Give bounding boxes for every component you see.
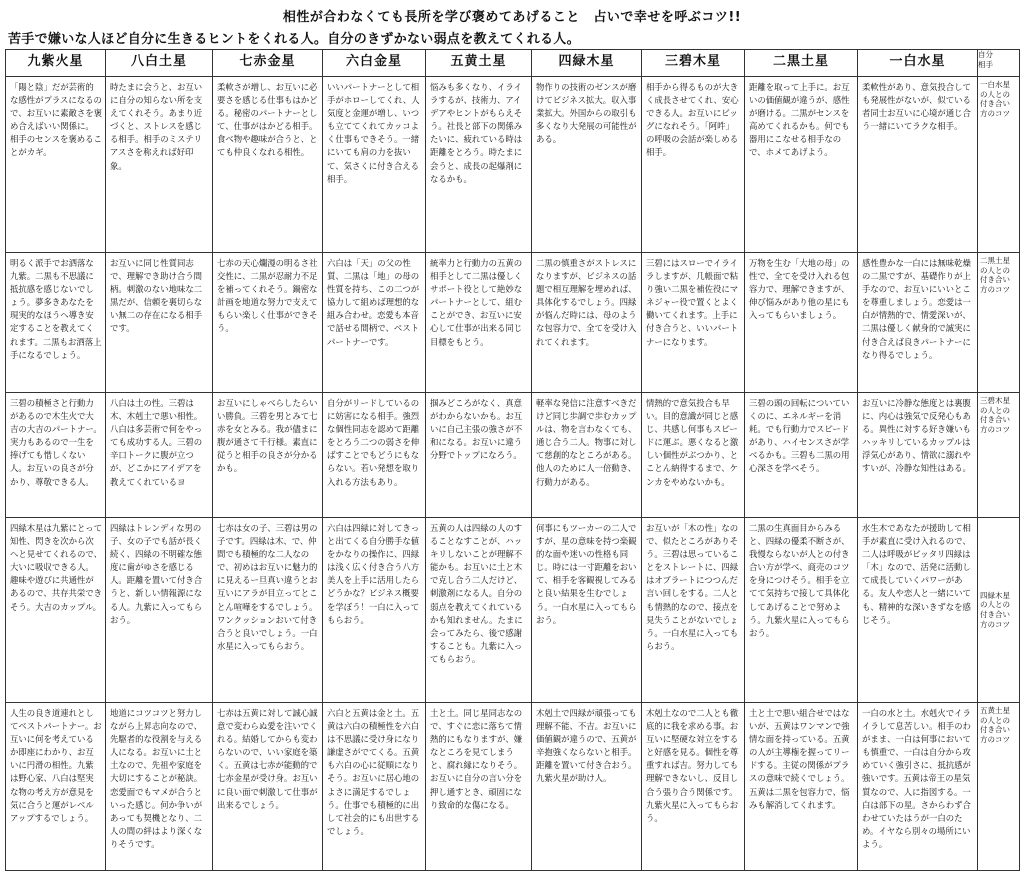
table-cell: 七赤は女の子、三碧は男の子です。四緑は木、で、仲間でも積極的な二人なので、初めはお互いに魅力的に見えるー旦真い違うとお互いにアラが目立ってとことん喧嘩をするでしょう。ワンクッションおいて付き合うと良いでしょう。一白水星に入ってもらおう。 — [217, 523, 318, 651]
table-cell: 七赤の天心爛漫の明るさ社交性に、二黒が忍耐力不足を補ってくれそう。鍋密な計画を地道な努力で支えてもらい楽しく仕事ができそう。 — [217, 258, 318, 334]
table-cell: 二黒の生真面目からみると、四緑の優柔不断さが、我慢ならないが人との付き合い方が学べ、商売のコツを身につけそう。相手を立てて気持ちで接して具体化してあげることで努めよう。九紫火星に入ってもらおう。 — [749, 523, 850, 638]
table-cell: お互いに同じ性質同志で、理解でき助け合う間柄。刺激のない地味な二黒だが、信頼を裏切らない無二の存在になる相手です。 — [110, 258, 203, 334]
header-roppaku: 六白金星 — [323, 50, 426, 77]
table-cell: お互いに冷静な態度とは裏腹に、内心は強気で反発心もある。異性に対する好き嫌いもハッキリしているカップルは浮気心があり、情欲に溺れやすいが、冷静な知性はある。 — [862, 398, 971, 474]
table-cell: 時たまに会うと、お互いに自分の知らない所を支えてくれそう。あまり近づくと、ストレスを感じる相手。相手のミステリアスさを称えれば好印象。 — [110, 82, 203, 171]
table-cell: 柔軟さが増し、お互いに必要さを感じる仕事もはかどる。秘密のパートナーとして、仕事がはかどる相手。食べ物や趣味が合うと、とても仲良くなれる相性。 — [217, 82, 318, 158]
header-happaku: 八白土星 — [106, 50, 213, 77]
page-subtitle: 苦手で嫌いな人ほど自分に生きるヒントをくれる人。自分のきずかない弱点を教えてくれる人。 — [8, 32, 580, 47]
table-cell: 土と土で悪い組合せではないが、五黄はワンマンで強情な面を持っている。五黄の人が主導権を握ってリードする。主従の関係がプラスの意味で続くでしょう。五黄は二黒を包容力で、悩みも解消してくれます。 — [749, 708, 850, 810]
table-row — [6, 518, 1020, 703]
table-cell: 物作りの技術のゼンスが磨けてビジネス拡大。収入事業拡大。外国からの取引も多くなり大発展の可能性がある。 — [536, 82, 637, 145]
table-cell: 木剋土なので二人とも徹底的に我を求める事。お互いに堅硬な対立をすると好感を見る。個性を尊重すれば吉。努力しても理解できないし、反目し合う張り合う関係です。九紫火星に入ってもらおう。 — [646, 708, 739, 823]
table-cell: 土と土。同じ星同志なので、すぐに恋に落ちて情熱的にもなりますが、嫌なところを見てしまうと、腐れ縁になりそう。お互いに自分の言い分を押し通すとき、頑固になり致命的な傷になる。 — [430, 708, 523, 810]
table-cell: いいパートナーとして相手がホローしてくれ、人気度と金運が増し、いつも立ててくれてカッコよく仕事もできそう。一緒にいても肩の力を抜いて、気さくに付き合える相手。 — [327, 82, 420, 184]
table-cell: 相手から得るものが大きく成長させてくれ、安心できる人。お互いにビッグになれそう。「阿吽」の呼吸の会話が楽しめる相手。 — [646, 82, 739, 158]
table-row — [6, 77, 1020, 253]
table-cell: 距離を取って上手に。お互いの価値観が違うが、感性が磨ける。二黒がセンスを高めてくれるかも。何でも器用にこなせる相手なので、ホメてあげよう。 — [749, 82, 850, 158]
row-label: 三碧木星の人との付き合い方のコツ — [980, 396, 1010, 434]
header-jikoku: 二黒土星 — [745, 50, 858, 77]
table-cell: 悩みも多くなり、イライラするが、技術力、アイデアやヒントがもらえそう。社長と部下の関係みたいに、疲れている時は距離をとろう。時たまに会うと、成長の起爆剤になるかも。 — [430, 82, 523, 184]
page-title: 相性が合わなくても長所を学び褒めてあげること 占いで幸せを呼ぶコツ!! — [282, 10, 742, 25]
table-cell: 自分がリードしているのに妨害になる相手。強烈な個性同志を認めて距離をとろう二つの弱さを伸ばすことでもどうにもならない。若い発想を取り入れる方法もあり。 — [327, 398, 420, 487]
table-cell: 掴みどころがなく、真意がわからないかも。お互いに自己主張の強さが不和になる。お互いに違う分野でトップになろう。 — [430, 398, 523, 461]
row-label: 四緑木星の人との付き合い方のコツ — [980, 590, 1010, 629]
compatibility-table — [5, 49, 1020, 871]
table-cell: 三碧の頭の回転についていくのに、エネルギーを消耗。でも行動力でスピードがあり、ハイセンスさが学べるかも。三碧も二黒の用心深さを学べそう。 — [749, 398, 850, 474]
table-cell: 三碧にはスローでイライラしますが、几帳面で粘り強い二黒を補佐役にマネジャー役で置くとよく働いてくれます。上手に付き合うと、いいパートナーになります。 — [646, 258, 739, 347]
table-row — [6, 253, 1020, 393]
table-cell: 七赤は五黄に対して誠心誠意で変わらぬ愛を注いでくれる。結婚してからも変わらないので、いい家庭を築く。五黄は七赤が能動的で七赤金星が受け身。お互いに良い面で刺激して仕事が出来るでしょう。 — [217, 708, 318, 810]
table-cell: 四緑木星は九紫にとって知性、閃きを次から次へと見せてくれるので、大いに吸収できる人。趣味や遊びに共通性があるので、共存共栄できそう。大吉のカップル。 — [10, 523, 102, 612]
table-row — [6, 393, 1020, 518]
table-cell: 統率力と行動力の五黄の相手として二黒は優しくサポート役として絶妙なパートナーとして、組むことができ、お互いに安心して仕事が出来る同じ目標をもとう。 — [430, 258, 523, 347]
header-shiroku: 四緑木星 — [532, 50, 642, 77]
table-row — [6, 703, 1020, 871]
table-cell: 二黒の慎重さがストレスになりますが、ビジネスの話題で相互理解を埋めれば、具体化するでしょう。四緑が悩んだ時には、母のような包容力で、全てを受け入れてくれます。 — [536, 258, 637, 347]
table-cell: 情熱的で意気投合も早い。目的意識が同じと感じ、共感し何事もスピードに運ぶ。悪くなると激しい個性がぶつかり、とことん納得するまで、ケンカをやめないかも。 — [646, 398, 739, 487]
table-cell: 「陽と陰」だが芸術的な感性がプラスになるので、お互いに素敵さを褒め合えばいい関係に。相手のセンスを褒めることがカギ。 — [10, 82, 102, 158]
header-row — [6, 50, 1020, 77]
table-cell: 万物を生む「大地の母」の性で、全てを受け入れる包容力で、理解できますが、伸び悩みがあり他の星にも入ってもらいましょう。 — [749, 258, 850, 321]
header-shichiseki: 七赤金星 — [213, 50, 323, 77]
table-cell: 水生木であなたが援助して相手が素直に受け入れるので、二人は呼吸がピッタリ四緑は「木」なので、活発に活動して成長していくパワーがある。友人や恋人と一緒にいても、精神的な深いきずなを感じそう。 — [862, 523, 971, 625]
table-cell: 人生の良き道連れとしてベストパートナー。お互いに何を考えているか即座にわかり、お互いに円滑の相性。九紫は野心家、八白は堅実な物の考え方が意見を気に合うと運がレベルアップするでしょう。 — [10, 708, 102, 823]
header-sanpeki: 三碧木星 — [642, 50, 745, 77]
table-cell: 感性豊かな一白には無味乾燥の二黒ですが、基礎作りが上手なので、お互いにいいとこを尊重しましょう。恋愛は一白が情熱的で、情愛深いが、二黒は優しく献身的で誠実に付き合えば良きパートナーになり得るでしょう。 — [862, 258, 971, 360]
table-cell: 柔軟性があり、意気投合しても発展性がないが、似ている者同士お互いに心境が通じ合う一緒にいてラクな相手。 — [862, 82, 971, 132]
row-label: 二黒土星の人との付き合い方のコツ — [980, 256, 1010, 294]
table-cell: 一白の水と土。水剋火でイライラして息苦しい。相手のわがまま、一白は何事においても慎重で、一白は自分から攻めていく強引さに、抵抗感が強いです。五黄は帝王の星気質なので、人に指図する。一白は部下の星。さからわず合わせていたはうが一白のため。イヤなら別々の場所にいよう。 — [862, 708, 971, 849]
table-cell: 地道にコツコツと努力しながら上昇志向なので、先駆者的な役割を与える人になる。お互いに土と土なので、先祖や家庭を大切にすることが秘訣。恋愛面でもマメが合うといった感じ。何か争いがあっても契機となり、二人の間の絆はより深くなりそうです。 — [110, 708, 203, 849]
row-label: 五黄土星の人との付き合い方のコツ — [980, 706, 1010, 744]
table-cell: 何事にもツーカーの二人ですが、星の意味を持つ楽観的な面や迷いの性格も同じ。時には一寸距離をおいて、相手を客観視してみると良い結果を生むでしょう。一白水星に入ってもらおう。 — [536, 523, 637, 625]
table-cell: 八白は土の性。三碧は木、木剋土で悪い相性。八白は多芸術で何をやっても成功する人。三碧の辛口トークに腹が立つが、どこかにアイデアを教えてくれているヨ — [110, 398, 203, 487]
header-ippaku: 一白水星 — [858, 50, 978, 77]
header-self-partner: 自分 相手 — [978, 50, 1020, 77]
header-goou: 五黄土星 — [426, 50, 532, 77]
table-cell: 四緑はトレンディな男の子、女の子でも話が長く続く、四緑の不明確な態度に歯がゆさを感じる人。距離を置いて付き合うと、新しい情報源になる人。九紫に入ってもらおう。 — [110, 523, 203, 625]
table-cell: お互いが「木の性」なので、似たところがありそう。三碧は思っていることをストレートに、四緑はオブラートにつつんだ言い回しをする。二人とも情熱的なので、接点を見失うことがないでしょう。一白水星に入ってもらおう。 — [646, 523, 739, 651]
table-cell: 木剋土で四緑が頑張っても理解不能、不吉。お互いに価値観が違うので、五黄が辛抱強くならないと相手。距離を置いて付き合おう。九紫火星が助け人。 — [536, 708, 637, 784]
row-label: 一白水星の人との付き合い方のコツ — [980, 80, 1010, 118]
table-cell: 三碧の積極さと行動力があるので木生火で大吉の大吉のパートナー。実力もあるので一生を捧げても惜しくない人。お互いの良さが分かり、尊敬できる人。 — [10, 398, 102, 487]
header-kyushi: 九紫火星 — [6, 50, 106, 77]
table-cell: 六白は「天」の父の性質、二黒は「地」の母の性質を持ち、この二つが協力して組めば理想的な組み合わせ。恋愛も本音で話せる間柄で、ベストパートナーです。 — [327, 258, 420, 347]
table-cell: 軽率な発信に注意すべきだけど同じ歩調で歩むカップルは、物を言わなくても、通じ合う二人。物事に対して慈創的なところがある。他人のために人一倍動き、行動力がある。 — [536, 398, 637, 487]
table-cell: 明るく派手でお洒落な九紫。二黒も不思議に抵抗感を感じないでしょう。夢多きあなたを現実的なほうへ導き安定することを教えてくれます。二黒もお洒落上手になるでしょう。 — [10, 258, 102, 360]
table-cell: 五黄の人は四緑の人のすることなすことが、ハッキリしないことが理解不能かも。お互いに土と木で克し合う二人だけど、刺激剤になる人。自分の弱点を教えてくれているかも知れません。たまに会ってみたら、後で感謝することも。九紫に入ってもらおう。 — [430, 523, 523, 664]
table-cell: 六白と五黄は金と土。五黄は六白の積極性を六白は不思議に受け身になり謙虚さがでてくる。五黄も六白の心に従順になりそう。お互いに居心地のよさに満足するでしょう。仕事でも積極的に出して社会的にも出世するでしょう。 — [327, 708, 420, 836]
table-cell: 六白は四緑に対してきっと出てくる自分勝手な値をかなりの操作に、四緑は浅く広く付き合う八方美人を上手に活用したらどうかな？ビジネス概要を学ぼう！一白に入ってもらおう。 — [327, 523, 420, 625]
table-cell: お互いにしゃべらしたらいい勝負。三碧を男とみて七赤を女とみる。我が儘まに腹が通さて千行様。素直に従うと相手の良さが分かるかも。 — [217, 398, 318, 474]
